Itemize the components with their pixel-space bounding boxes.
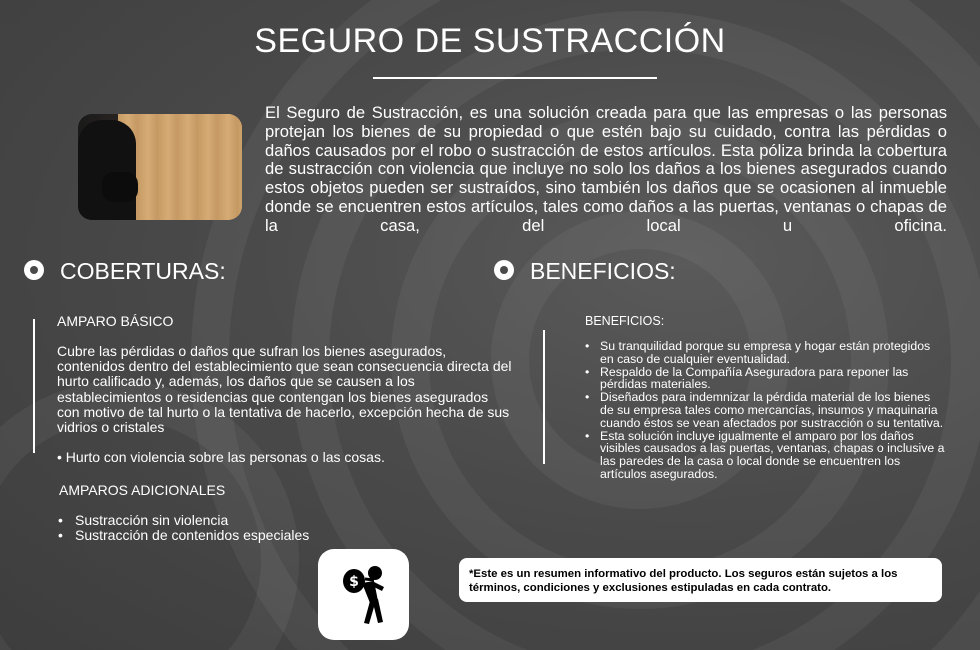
beneficios-subtitle: BENEFICIOS: (585, 314, 665, 328)
list-item: • Diseñados para indemnizar la pérdida material de los bienes de su empresa tales como mercancías, insumos y maquinaria cuando éstos se vean afectados por sustracción o su tentativa. (585, 391, 945, 429)
list-item: • Sustracción de contenidos especiales (55, 528, 309, 543)
amparos-adicionales-title: AMPAROS ADICIONALES (59, 482, 226, 498)
beneficios-list (585, 340, 945, 481)
robber-money-bag-icon (318, 549, 409, 640)
list-item: • Sustracción sin violencia (55, 513, 309, 528)
list-item: • Su tranquilidad porque su empresa y hogar están protegidos en caso de cualquier eventualidad. (585, 340, 945, 366)
list-item: • Esta solución incluye igualmente el amparo por los daños visibles causados a las puertas, ventanas, chapas o inclusive a las paredes de la casa o local donde se encuentren los artículos asegurados. (585, 430, 945, 481)
door-image-part (118, 114, 242, 220)
amparo-basico-text: Cubre las pérdidas o daños que sufran los bienes asegurados, contenidos dentro del establecimiento que sean consecuencia directa del hurto calificado y, además, los daños que se causen a los establecimientos o residencias que contengan los bienes asegurados con motivo de tal hurto o la tentativa de hacerlo, excepción hecha de sus vidrios o cristales (57, 343, 512, 436)
amparos-adicionales-list (55, 513, 309, 543)
page-title: SEGURO DE SUSTRACCIÓN (254, 22, 726, 60)
intro-paragraph: El Seguro de Sustracción, es una solución creada para que las empresas o las personas protejan los bienes de su propiedad o que estén bajo su cuidado, contra las pérdidas o daños causados por el robo o sustracción de estos artículos. Esta póliza brinda la cobertura de sustracción con violencia que incluye no solo los daños a los bienes asegurados cuando estos objetos pueden ser sustraídos, sino también los daños que se ocasionen al inmueble donde se encuentren estos artículos, tales como daños a las puertas, ventanas o chapas de la casa, del local u oficina. (265, 103, 947, 235)
beneficios-heading-text: BENEFICIOS: (530, 258, 676, 284)
thief-figure (78, 120, 136, 220)
glove-figure (102, 172, 138, 202)
violence-item: • Hurto con violencia sobre las personas o las cosas. (57, 449, 385, 465)
list-item: • Respaldo de la Compañía Aseguradora para reponer las pérdidas materiales. (585, 366, 945, 392)
disclaimer-box (459, 558, 942, 602)
circle-bullet-icon (24, 260, 44, 280)
amparo-basico-title: AMPARO BÁSICO (57, 313, 174, 329)
title-underline (373, 77, 657, 79)
circle-bullet-icon (494, 260, 514, 280)
coberturas-heading (24, 258, 226, 285)
coberturas-heading-text: COBERTURAS: (60, 258, 226, 284)
svg-text:$: $ (349, 574, 359, 590)
disclaimer-text: *Este es un resumen informativo del producto. Los seguros están sujetos a los términos, condiciones y exclusiones estipuladas en cada contrato. (469, 568, 898, 594)
thief-photo (78, 114, 242, 220)
beneficios-divider (543, 330, 545, 464)
beneficios-heading (494, 258, 676, 285)
coberturas-divider (33, 319, 35, 453)
robber-icon-box (318, 549, 409, 640)
